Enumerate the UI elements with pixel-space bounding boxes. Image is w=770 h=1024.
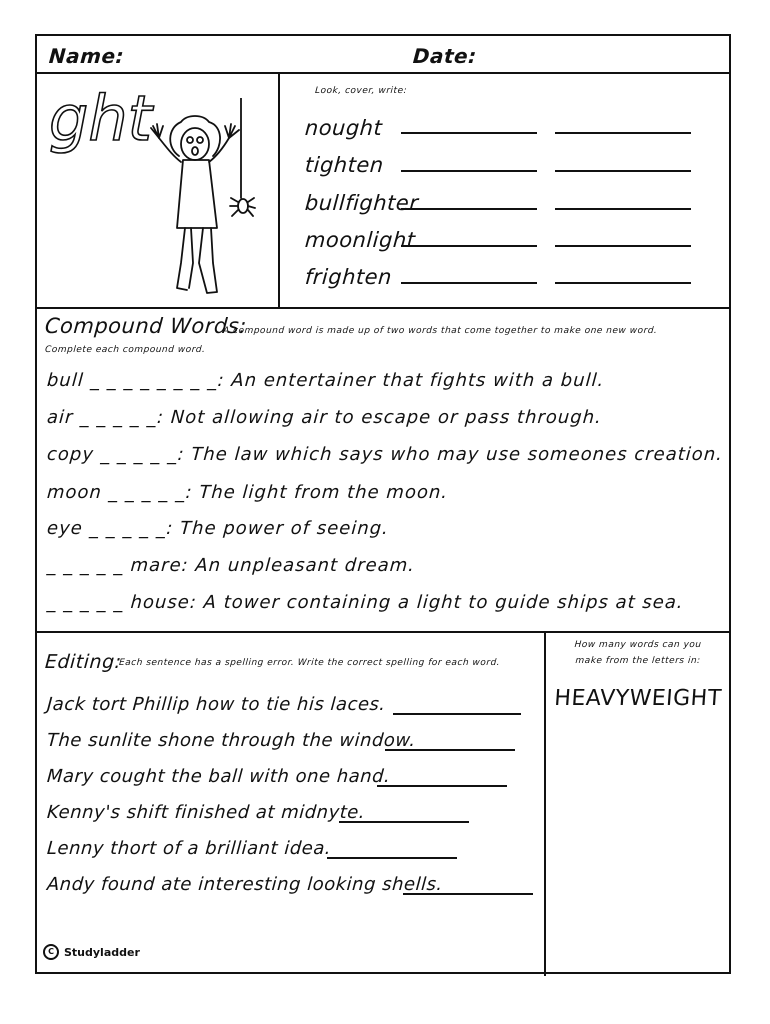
write-line[interactable]: [401, 170, 537, 172]
divider: [37, 72, 729, 74]
answer-line[interactable]: [385, 749, 515, 751]
spelling-word: bullfighter: [304, 191, 420, 215]
divider: [544, 631, 546, 976]
divider: [37, 307, 729, 309]
spelling-word: nought: [304, 116, 384, 140]
compound-title: Compound Words:: [44, 314, 248, 338]
studyladder-logo: [43, 944, 140, 960]
answer-line[interactable]: [377, 785, 507, 787]
write-line[interactable]: [555, 170, 691, 172]
write-line[interactable]: [555, 208, 691, 210]
editing-sentence: The sunlite shone through the window.: [46, 730, 417, 751]
compound-row: eye _ _ _ _ _: The power of seeing.: [46, 518, 390, 539]
editing-instruction: Each sentence has a spelling error. Write the correct spelling for each word.: [118, 658, 501, 668]
editing-sentence: Jack tort Phillip how to tie his laces.: [46, 694, 387, 715]
spelling-word: moonlight: [304, 228, 417, 252]
write-line[interactable]: [401, 245, 537, 247]
spelling-word: frighten: [304, 265, 393, 289]
sound-letters: ght: [49, 82, 152, 155]
answer-line[interactable]: [393, 713, 521, 715]
compound-description: A compound word is made up of two words that come together to make one new word.: [222, 326, 658, 336]
divider: [37, 631, 729, 633]
words-prompt: How many words can you: [574, 640, 702, 650]
answer-line[interactable]: [339, 821, 469, 823]
compound-instruction: Complete each compound word.: [44, 345, 206, 355]
editing-title: Editing:: [44, 651, 123, 673]
write-line[interactable]: [401, 132, 537, 134]
compound-row: _ _ _ _ _ house: A tower containing a light to guide ships at sea.: [46, 592, 685, 613]
compound-row: bull _ _ _ _ _ _ _ _: An entertainer that fights with a bull.: [46, 370, 606, 391]
compound-row: air _ _ _ _ _: Not allowing air to escape or pass through.: [46, 407, 603, 428]
date-label: Date:: [412, 44, 478, 68]
source-word: HEAVYWEIGHT: [553, 686, 723, 711]
worksheet: [35, 34, 731, 974]
words-prompt: make from the letters in:: [575, 656, 701, 666]
compound-row: copy _ _ _ _ _: The law which says who may use someones creation.: [46, 444, 724, 465]
write-line[interactable]: [401, 208, 537, 210]
brand-name: Studyladder: [64, 945, 140, 959]
divider: [278, 72, 280, 307]
editing-sentence: Kenny's shift finished at midnyte.: [46, 802, 366, 823]
write-line[interactable]: [555, 282, 691, 284]
answer-line[interactable]: [327, 857, 457, 859]
answer-line[interactable]: [403, 893, 533, 895]
editing-sentence: Lenny thort of a brilliant idea.: [46, 838, 332, 859]
scared-girl-illustration: [137, 98, 257, 303]
compound-row: moon _ _ _ _ _: The light from the moon.: [46, 482, 449, 503]
name-label: Name:: [48, 44, 125, 68]
editing-sentence: Andy found ate interesting looking shells.: [46, 874, 444, 895]
write-line[interactable]: [555, 132, 691, 134]
editing-sentence: Mary cought the ball with one hand.: [46, 766, 392, 787]
write-line[interactable]: [401, 282, 537, 284]
write-line[interactable]: [555, 245, 691, 247]
compound-row: _ _ _ _ _ mare: An unpleasant dream.: [46, 555, 416, 576]
copyright-icon: C: [43, 944, 59, 960]
spelling-word: tighten: [304, 153, 385, 177]
look-cover-instruction: Look, cover, write:: [314, 86, 408, 96]
